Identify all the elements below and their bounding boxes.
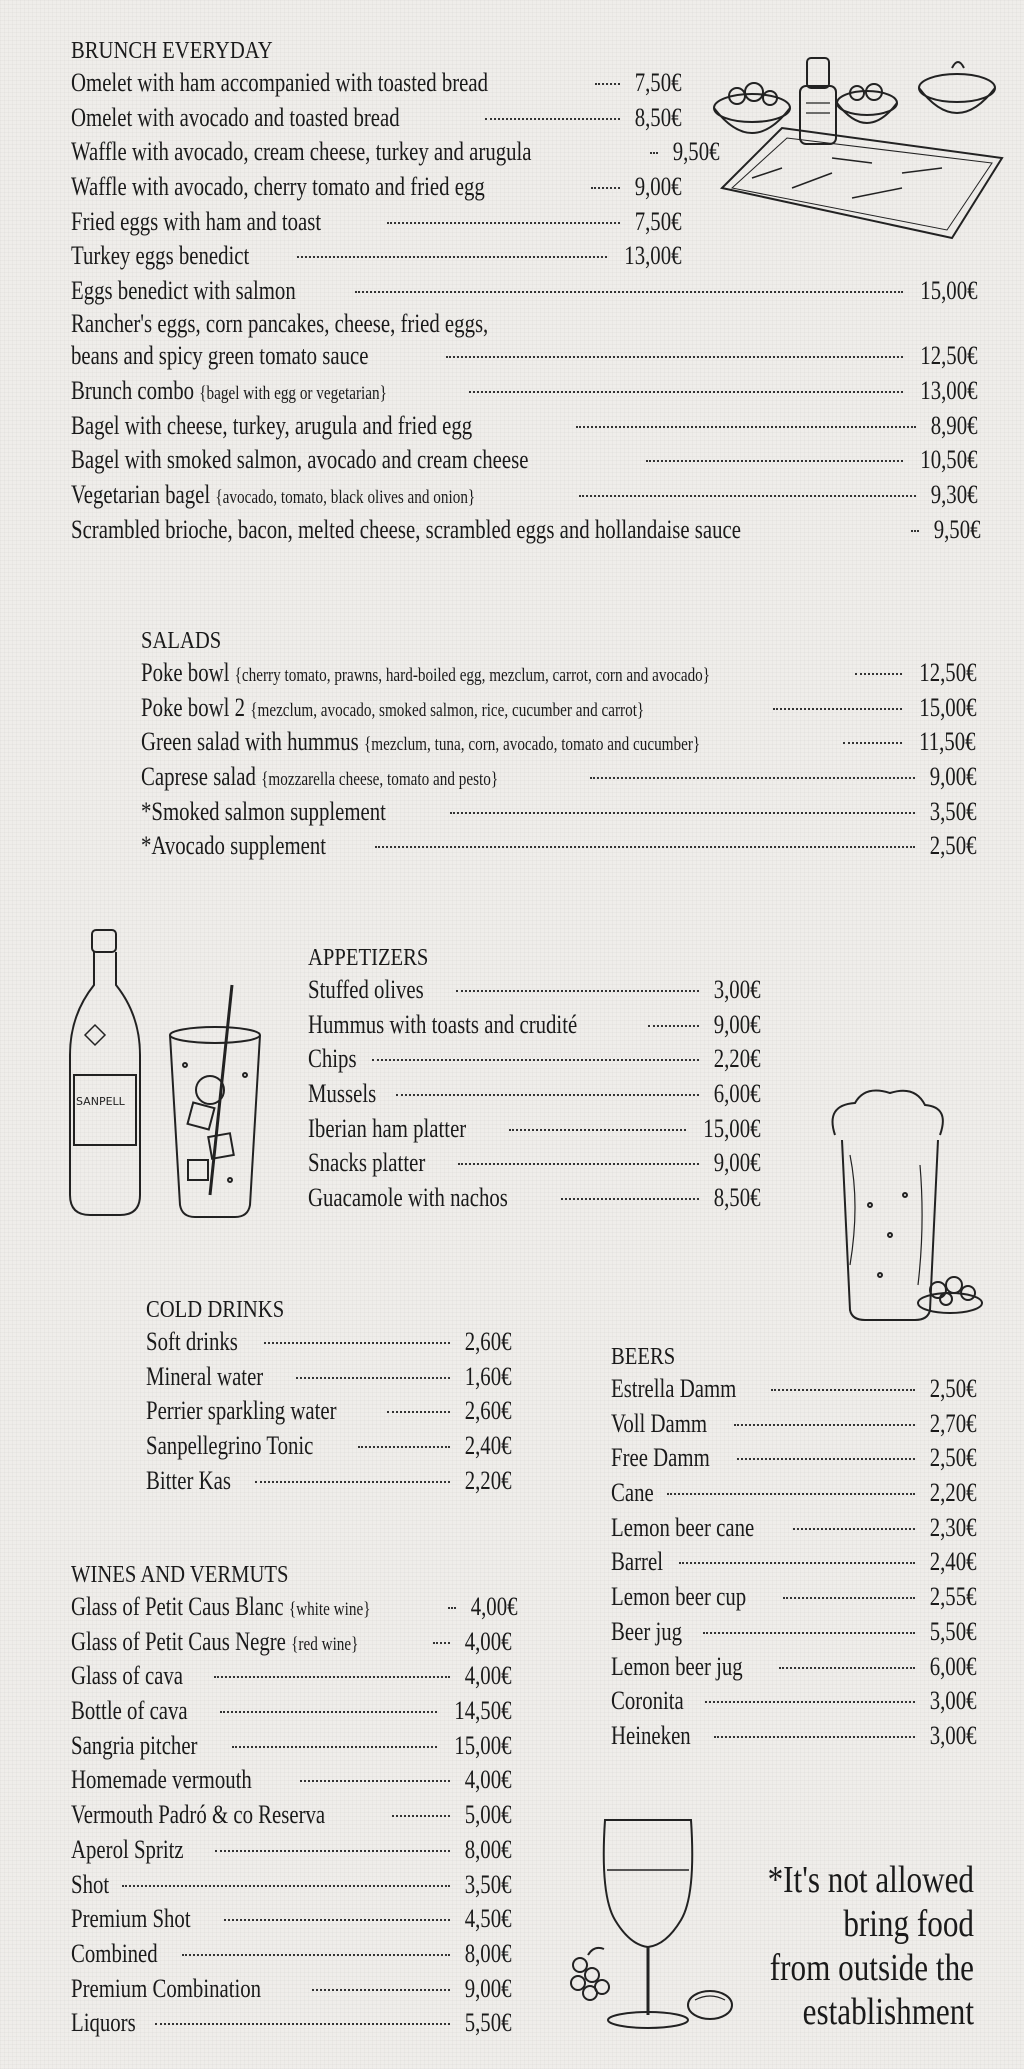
menu-item: Soft drinks 2,60€ — [146, 1327, 511, 1356]
menu-item: Estrella Damm 2,50€ — [611, 1374, 976, 1403]
menu-item: Fried eggs with ham and toast 7,50€ — [71, 206, 681, 236]
menu-item: Beer jug 5,50€ — [611, 1616, 976, 1646]
menu-item: Caprese salad {mozzarella cheese, tomato and pesto} 9,00€ — [141, 762, 976, 792]
notice-line-3: from outside the — [769, 1947, 974, 1989]
menu-item: Poke bowl {cherry tomato, prawns, hard-boiled egg, mezclum, carrot, corn and avocado} 12,50€ — [141, 658, 976, 687]
cold-drinks-title: COLD DRINKS — [146, 1297, 285, 1323]
menu-item: Sanpellegrino Tonic 2,40€ — [146, 1431, 511, 1461]
menu-item: Free Damm 2,50€ — [611, 1443, 976, 1473]
salads-title: SALADS — [141, 628, 222, 654]
menu-item: beans and spicy green tomato sauce 12,50€ — [71, 340, 977, 370]
menu-item: Iberian ham platter 15,00€ — [308, 1113, 760, 1143]
menu-item: Aperol Spritz 8,00€ — [71, 1834, 511, 1864]
menu-item: Voll Damm 2,70€ — [611, 1408, 976, 1438]
appetizers-title: APPETIZERS — [308, 945, 429, 971]
menu-item: *Avocado supplement 2,50€ — [141, 831, 976, 861]
menu-item: Omelet with ham accompanied with toasted bread 7,50€ — [71, 68, 681, 97]
menu-item: Glass of Petit Caus Blanc {white wine} 4,00€ — [71, 1592, 518, 1621]
menu-item: Lemon beer jug 6,00€ — [611, 1651, 976, 1681]
menu-item: Bottle of cava 14,50€ — [71, 1696, 511, 1726]
menu-item: Snacks platter 9,00€ — [308, 1148, 760, 1178]
menu-item: Heineken 3,00€ — [611, 1720, 976, 1750]
brunch-board-illustration — [712, 48, 1012, 248]
menu-item: Shot 3,50€ — [71, 1869, 511, 1899]
menu-item: Perrier sparkling water 2,60€ — [146, 1396, 511, 1426]
menu-item: Chips 2,20€ — [308, 1044, 760, 1074]
wines-title: WINES AND VERMUTS — [71, 1562, 289, 1588]
beers-section — [611, 1342, 976, 1754]
brunch-list — [71, 66, 720, 274]
menu-item: Waffle with avocado, cherry tomato and fried egg 9,00€ — [71, 172, 681, 202]
menu-item: Combined 8,00€ — [71, 1938, 511, 1968]
menu-item: *Smoked salmon supplement 3,50€ — [141, 796, 976, 826]
menu-item: Turkey eggs benedict 13,00€ — [71, 241, 681, 271]
notice-line-2: bring food — [843, 1903, 974, 1945]
menu-item: Waffle with avocado, cream cheese, turkey and arugula 9,50€ — [71, 137, 720, 167]
brunch-title: BRUNCH EVERYDAY — [71, 38, 273, 64]
menu-item: Premium Shot 4,50€ — [71, 1904, 511, 1934]
menu-item: Barrel 2,40€ — [611, 1547, 976, 1577]
menu-item: Brunch combo {bagel with egg or vegetarian} 13,00€ — [71, 375, 977, 405]
menu-item: Sangria pitcher 15,00€ — [71, 1730, 511, 1760]
menu-item: Coronita 3,00€ — [611, 1686, 976, 1716]
menu-item: Bagel with cheese, turkey, arugula and fried egg 8,90€ — [71, 410, 977, 440]
brunch-section — [71, 36, 981, 547]
menu-item: Bitter Kas 2,20€ — [146, 1465, 511, 1495]
wine-glass-illustration — [560, 1815, 740, 2045]
menu-item: Cane 2,20€ — [611, 1478, 976, 1508]
brunch-list-wide — [71, 274, 981, 547]
outside-food-notice — [728, 1858, 974, 2034]
menu-item: Premium Combination 9,00€ — [71, 1973, 511, 2003]
notice-line-1: *It's not allowed — [767, 1859, 974, 1901]
soda-bottle-illustration — [60, 925, 280, 1225]
menu-item: Guacamole with nachos 8,50€ — [308, 1183, 760, 1213]
menu-item: Liquors 5,50€ — [71, 2008, 511, 2038]
menu-item: Scrambled brioche, bacon, melted cheese, scrambled eggs and hollandaise sauce 9,50€ — [71, 514, 981, 544]
bottle-label: SANPELL — [76, 1095, 125, 1108]
menu-item: Bagel with smoked salmon, avocado and cream cheese 10,50€ — [71, 445, 977, 475]
menu-item: Vermouth Padró & co Reserva 5,00€ — [71, 1800, 511, 1830]
menu-item: Lemon beer cane 2,30€ — [611, 1512, 976, 1542]
wines-section — [71, 1560, 518, 2041]
menu-item: Stuffed olives 3,00€ — [308, 975, 760, 1004]
menu-item: Poke bowl 2 {mezclum, avocado, smoked salmon, rice, cucumber and carrot} 15,00€ — [141, 692, 976, 722]
menu-item: Mussels 6,00€ — [308, 1079, 760, 1109]
beers-title: BEERS — [611, 1344, 676, 1370]
menu-item: Hummus with toasts and crudité 9,00€ — [308, 1009, 760, 1039]
menu-item: Omelet with avocado and toasted bread 8,50€ — [71, 102, 681, 132]
menu-item: Glass of cava 4,00€ — [71, 1661, 511, 1691]
menu-item: Homemade vermouth 4,00€ — [71, 1765, 511, 1795]
menu-item: Mineral water 1,60€ — [146, 1361, 511, 1391]
cold-drinks-section — [146, 1295, 511, 1498]
menu-item: Eggs benedict with salmon 15,00€ — [71, 276, 977, 306]
menu-item-line1: Rancher's eggs, corn pancakes, cheese, fried eggs, — [71, 308, 489, 338]
menu-item: Glass of Petit Caus Negre {red wine} 4,00€ — [71, 1626, 511, 1656]
salads-section — [141, 626, 976, 864]
appetizers-section — [308, 943, 760, 1216]
menu-item: Green salad with hummus {mezclum, tuna, corn, avocado, tomato and cucumber} 11,50€ — [141, 727, 976, 757]
beer-glass-illustration — [820, 1085, 985, 1325]
menu-item: Lemon beer cup 2,55€ — [611, 1582, 976, 1612]
notice-line-4: establishment — [802, 1991, 974, 2033]
menu-item: Vegetarian bagel {avocado, tomato, black olives and onion} 9,30€ — [71, 479, 977, 509]
